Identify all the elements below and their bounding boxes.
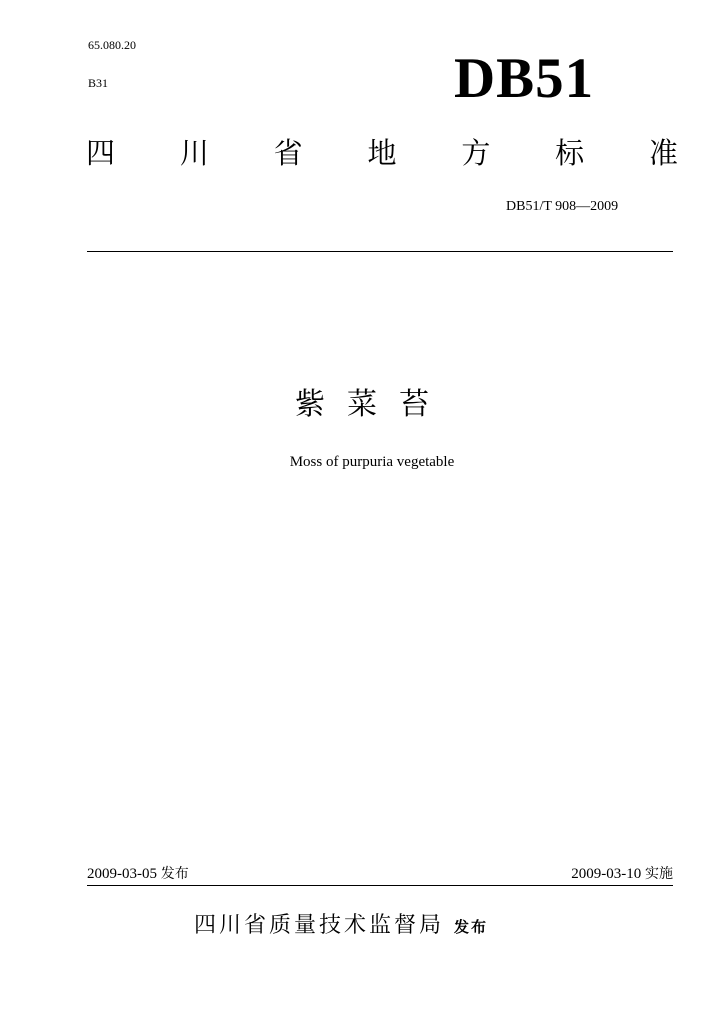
standard-type-char: 方 <box>461 136 491 170</box>
implementation-date-line <box>571 864 673 884</box>
issue-label: 发布 <box>160 866 189 882</box>
implementation-label: 实施 <box>645 866 673 882</box>
db51-logo: DB51 <box>454 47 595 110</box>
issuing-authority-suffix: 发布 <box>454 918 489 936</box>
standard-type-char: 标 <box>555 136 585 170</box>
issuing-authority-line <box>194 910 488 943</box>
document-title-english: Moss of purpuria vegetable <box>289 454 455 470</box>
standard-type-char: 四 <box>86 136 116 170</box>
standard-type-char: 川 <box>179 136 209 170</box>
standard-type-char: 地 <box>367 136 397 170</box>
issue-date-line <box>87 864 189 884</box>
standard-type-char: 省 <box>273 136 303 170</box>
document-title-chinese: 紫菜苔 <box>295 387 451 422</box>
standard-type-char: 准 <box>648 136 678 170</box>
footer-divider <box>87 885 673 886</box>
standard-number: DB51/T 908—2009 <box>506 199 619 214</box>
ccs-code: B31 <box>88 76 109 90</box>
standard-type-heading <box>86 133 678 173</box>
issuing-authority: 四川省质量技术监督局 <box>194 913 445 938</box>
ics-code: 65.080.20 <box>88 38 136 52</box>
header-divider <box>87 251 673 252</box>
implementation-date: 2009-03-10 <box>571 866 642 882</box>
issue-date: 2009-03-05 <box>87 866 157 882</box>
